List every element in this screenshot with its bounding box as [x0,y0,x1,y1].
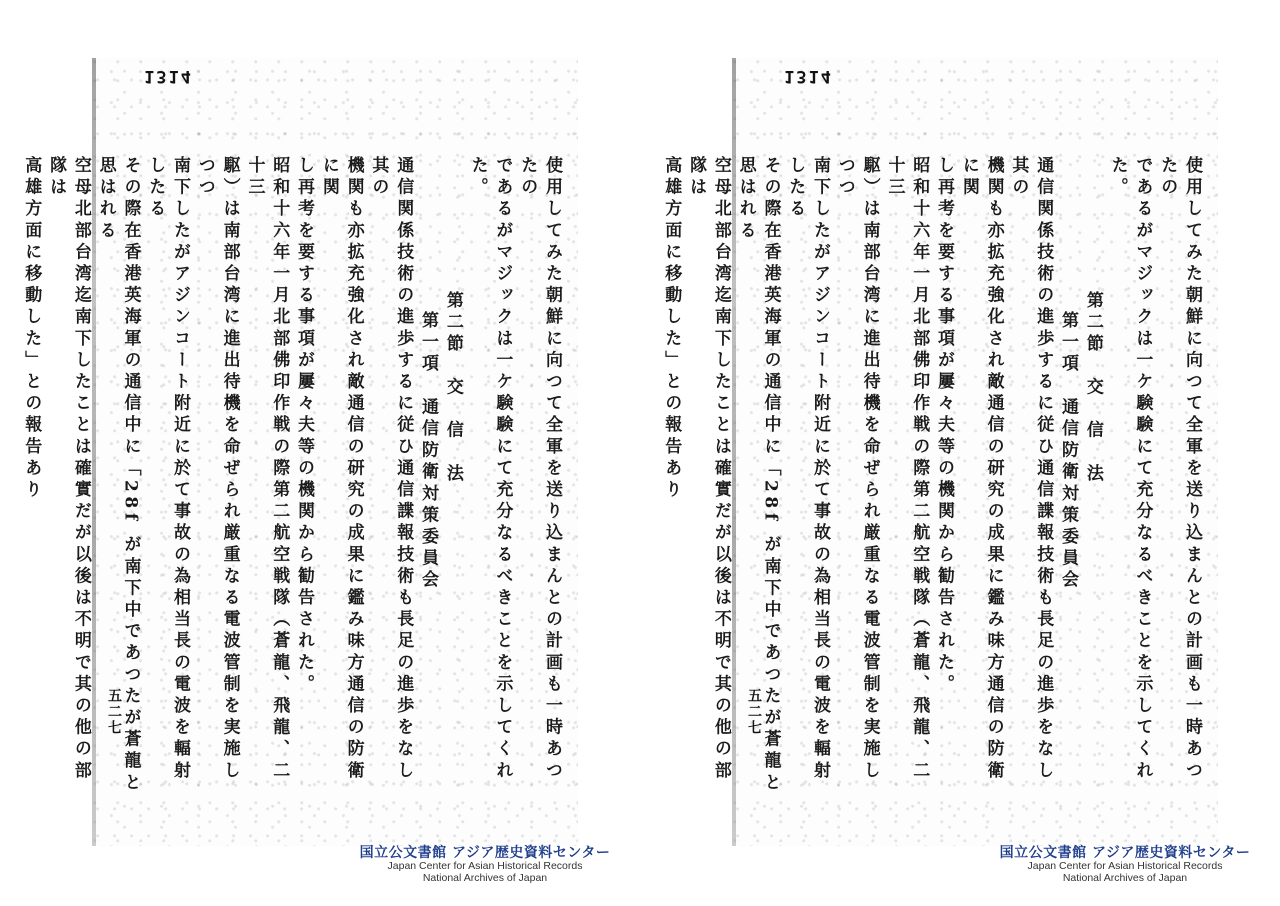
archive-footer-left [335,846,635,884]
page-number-side: 五二七 [106,688,122,736]
text-column: 高雄方面に移動した」との報告あり [661,156,682,502]
text-column: 通信関係技術の進歩するに従ひ通信諜報技術も長足の進歩をなし其の [368,156,414,783]
text-column: であるがマジックは一ケ験験にて充分なるべきことを示してくれた。 [467,156,513,783]
text-column: 機関も亦拡充強化され敵通信の研究の成果に鑑み味方通信の防衛に関 [958,156,1004,783]
text-column: 駆）は南部台湾に進出待機を命ぜられ厳重なる電波管制を実施しつつ [834,156,880,783]
subsection-heading: 第一項 通信防衛対策委員会 [418,311,439,592]
text-column: 高雄方面に移動した」との報告あり [21,156,42,502]
text-column: し再考を要する事項が屢々夫等の機関から勧告された。 [934,156,955,696]
text-column: 南下したがアジンコート附近に於て事故の為相当長の電波を輻射したる [145,156,191,783]
text-column: 空母北部台湾迄南下したことは確實だが以後は不明で其の他の部隊は [686,156,731,783]
text-column: 昭和十六年一月北部佛印作戦の際第二航空戦隊（蒼龍、飛龍、二十三 [884,156,930,783]
archive-name-jp: 国立公文書館 アジア歴史資料センター [359,845,611,861]
section-heading: 第二節 交 信 法 [442,291,463,486]
archive-name-en-2: National Archives of Japan [1062,871,1188,884]
text-column: その際在香港英海軍の通信中に「28f が南下中であつたが蒼龍と思はれる [735,156,781,795]
subsection-heading: 第一項 通信防衛対策委員会 [1058,311,1079,592]
page-number-side: 五二七 [746,688,762,736]
archive-footer-right [975,846,1275,884]
archive-name-en: Japan Center for Asian Historical Records [1027,860,1223,873]
text-column: 通信関係技術の進歩するに従ひ通信諜報技術も長足の進歩をなし其の [1008,156,1054,783]
text-column: 駆）は南部台湾に進出待機を命ぜられ厳重なる電波管制を実施しつつ [194,156,240,783]
text-column: 昭和十六年一月北部佛印作戦の際第二航空戦隊（蒼龍、飛龍、二十三 [244,156,290,783]
text-column: し再考を要する事項が屢々夫等の機関から勧告された。 [294,156,315,696]
text-column: 南下したがアジンコート附近に於て事故の為相当長の電波を輻射したる [785,156,831,783]
text-column: 空母北部台湾迄南下したことは確實だが以後は不明で其の他の部隊は [46,156,91,783]
archive-name-en: Japan Center for Asian Historical Records [387,860,583,873]
archive-name-jp: 国立公文書館 アジア歴史資料センター [999,845,1251,861]
archive-name-en-2: National Archives of Japan [422,871,548,884]
text-column: 使用してみた朝鮮に向つて全軍を送り込まんとの計画も一時あつたの [517,156,562,783]
text-column: であるがマジックは一ケ験験にて充分なるべきことを示してくれた。 [1107,156,1153,783]
document-page-left [21,58,578,846]
page-number-top: 1314 [784,66,833,86]
text-column: 機関も亦拡充強化され敵通信の研究の成果に鑑み味方通信の防衛に関 [318,156,364,783]
section-heading: 第二節 交 信 法 [1082,291,1103,486]
text-column: 使用してみた朝鮮に向つて全軍を送り込まんとの計画も一時あつたの [1157,156,1202,783]
text-column: その際在香港英海軍の通信中に「28f が南下中であつたが蒼龍と思はれる [95,156,141,795]
document-page-right [661,58,1218,846]
page-number-top: 1314 [144,66,193,86]
